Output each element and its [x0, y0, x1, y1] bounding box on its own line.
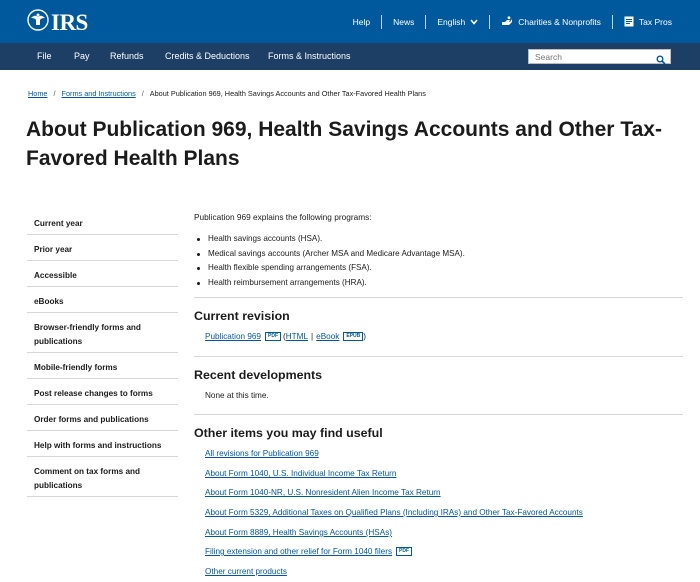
- close-paren: ): [363, 332, 367, 341]
- breadcrumb-home[interactable]: Home: [28, 89, 48, 98]
- nav-refunds[interactable]: Refunds: [110, 51, 144, 61]
- sidebar-item-label: eBooks: [34, 297, 64, 306]
- html-link[interactable]: HTML: [285, 332, 309, 341]
- search-placeholder: Search: [535, 52, 562, 62]
- pipe-separator: |: [311, 332, 314, 341]
- current-revision-links: [205, 332, 366, 341]
- news-link[interactable]: News: [393, 16, 415, 27]
- sidebar-item-accessible[interactable]: [27, 261, 178, 287]
- other-current-products-link[interactable]: Other current products: [205, 567, 287, 576]
- charities-nonprofits-label: Charities & Nonprofits: [518, 16, 601, 27]
- search-icon[interactable]: [656, 52, 666, 70]
- language-label: English: [437, 16, 466, 27]
- link-item: [205, 488, 441, 497]
- current-revision-heading: Current revision: [194, 309, 290, 323]
- list-item: Medical savings accounts (Archer MSA and Medicare Advantage MSA).: [194, 247, 465, 262]
- sidebar-item-post-release-changes[interactable]: [27, 379, 178, 405]
- divider: [194, 356, 683, 357]
- divider: [194, 414, 683, 415]
- sidebar-item-browser-friendly[interactable]: [27, 313, 178, 353]
- divider: [425, 15, 426, 29]
- pdf-badge: PDF: [265, 332, 281, 341]
- language-selector[interactable]: [437, 17, 478, 27]
- sidebar: [27, 209, 178, 497]
- sidebar-item-label: Post release changes to forms: [34, 389, 153, 398]
- top-header: [0, 0, 700, 43]
- form-8889-link[interactable]: About Form 8889, Health Savings Accounts (HSAs): [205, 528, 393, 537]
- open-paren: (: [283, 332, 286, 341]
- form-1040-nr-link[interactable]: About Form 1040-NR, U.S. Nonresident Alien Income Tax Return: [205, 488, 441, 497]
- nav-credits-deductions[interactable]: Credits & Deductions: [165, 51, 250, 61]
- list-item: Health savings accounts (HSA).: [194, 232, 465, 247]
- nav-forms-instructions[interactable]: Forms & Instructions: [268, 51, 351, 61]
- link-item: [205, 449, 319, 458]
- ebook-link[interactable]: eBook: [316, 332, 340, 341]
- irs-logo-text: IRS: [51, 9, 88, 35]
- breadcrumb-current: About Publication 969, Health Savings Accounts and Other Tax-Favored Health Plans: [149, 89, 426, 98]
- breadcrumb: [28, 89, 426, 98]
- nav-file[interactable]: File: [37, 51, 52, 61]
- breadcrumb-separator: /: [53, 89, 56, 98]
- link-item: [205, 469, 396, 478]
- sidebar-item-comment-on-forms[interactable]: [27, 457, 178, 497]
- form-5329-link[interactable]: About Form 5329, Additional Taxes on Qualified Plans (Including IRAs) and Other Tax-Favored Accounts: [205, 508, 583, 517]
- intro-text: Publication 969 explains the following programs:: [194, 212, 372, 222]
- utility-links: [353, 0, 672, 43]
- main-content: [194, 212, 683, 576]
- sidebar-item-label: Current year: [34, 219, 83, 228]
- search-input[interactable]: [528, 49, 671, 64]
- irs-logo[interactable]: [27, 9, 88, 36]
- irs-eagle-logo-icon: [27, 9, 49, 36]
- publication-969-pdf-link[interactable]: Publication 969: [205, 332, 261, 341]
- sidebar-item-label: Mobile-friendly forms: [34, 363, 118, 372]
- pdf-badge: PDF: [396, 547, 412, 556]
- sidebar-item-ebooks[interactable]: [27, 287, 178, 313]
- filing-extension-link[interactable]: Filing extension and other relief for Form 1040 filers: [205, 547, 393, 556]
- form-1040-link[interactable]: About Form 1040, U.S. Individual Income Tax Return: [205, 469, 397, 478]
- divider: [381, 15, 382, 29]
- help-link[interactable]: Help: [352, 16, 371, 27]
- all-revisions-link[interactable]: All revisions for Publication 969: [205, 449, 319, 458]
- sidebar-item-label: Accessible: [34, 271, 77, 280]
- sidebar-item-label: Help with forms and instructions: [34, 441, 162, 450]
- sidebar-item-mobile-friendly[interactable]: [27, 353, 178, 379]
- recent-developments-text: None at this time.: [205, 391, 269, 400]
- list-item: Health flexible spending arrangements (FSA).: [194, 261, 465, 276]
- tax-pros-label: Tax Pros: [638, 16, 672, 27]
- sidebar-item-help-with-forms[interactable]: [27, 431, 178, 457]
- sidebar-item-label: Browser-friendly forms and publications: [34, 323, 141, 346]
- sidebar-item-order-forms[interactable]: [27, 405, 178, 431]
- recent-developments-heading: Recent developments: [194, 368, 323, 382]
- divider: [489, 15, 490, 29]
- breadcrumb-forms[interactable]: Forms and Instructions: [61, 89, 136, 98]
- tax-pros-link[interactable]: [624, 16, 672, 27]
- breadcrumb-separator: /: [141, 89, 144, 98]
- chevron-down-icon: [470, 19, 478, 25]
- link-item: [205, 567, 287, 576]
- charities-nonprofits-link[interactable]: [501, 16, 601, 27]
- divider: [194, 297, 683, 298]
- sidebar-item-label: Prior year: [34, 245, 73, 254]
- list-item: Health reimbursement arrangements (HRA).: [194, 276, 465, 291]
- other-items-heading: Other items you may find useful: [194, 426, 383, 440]
- link-item: [205, 528, 392, 537]
- link-item: [205, 547, 412, 556]
- sidebar-item-current-year[interactable]: [27, 209, 178, 235]
- tax-pros-icon: [624, 16, 634, 27]
- sidebar-item-prior-year[interactable]: [27, 235, 178, 261]
- program-list: [194, 232, 465, 290]
- nav-pay[interactable]: Pay: [74, 51, 90, 61]
- divider: [612, 15, 613, 29]
- sidebar-item-label: Comment on tax forms and publications: [34, 467, 140, 490]
- epub-badge: EPUB: [343, 332, 363, 341]
- charities-hand-icon: [501, 16, 513, 27]
- link-item: [205, 508, 583, 517]
- page-title: About Publication 969, Health Savings Accounts and Other Tax-Favored Health Plans: [26, 118, 662, 170]
- sidebar-item-label: Order forms and publications: [34, 415, 149, 424]
